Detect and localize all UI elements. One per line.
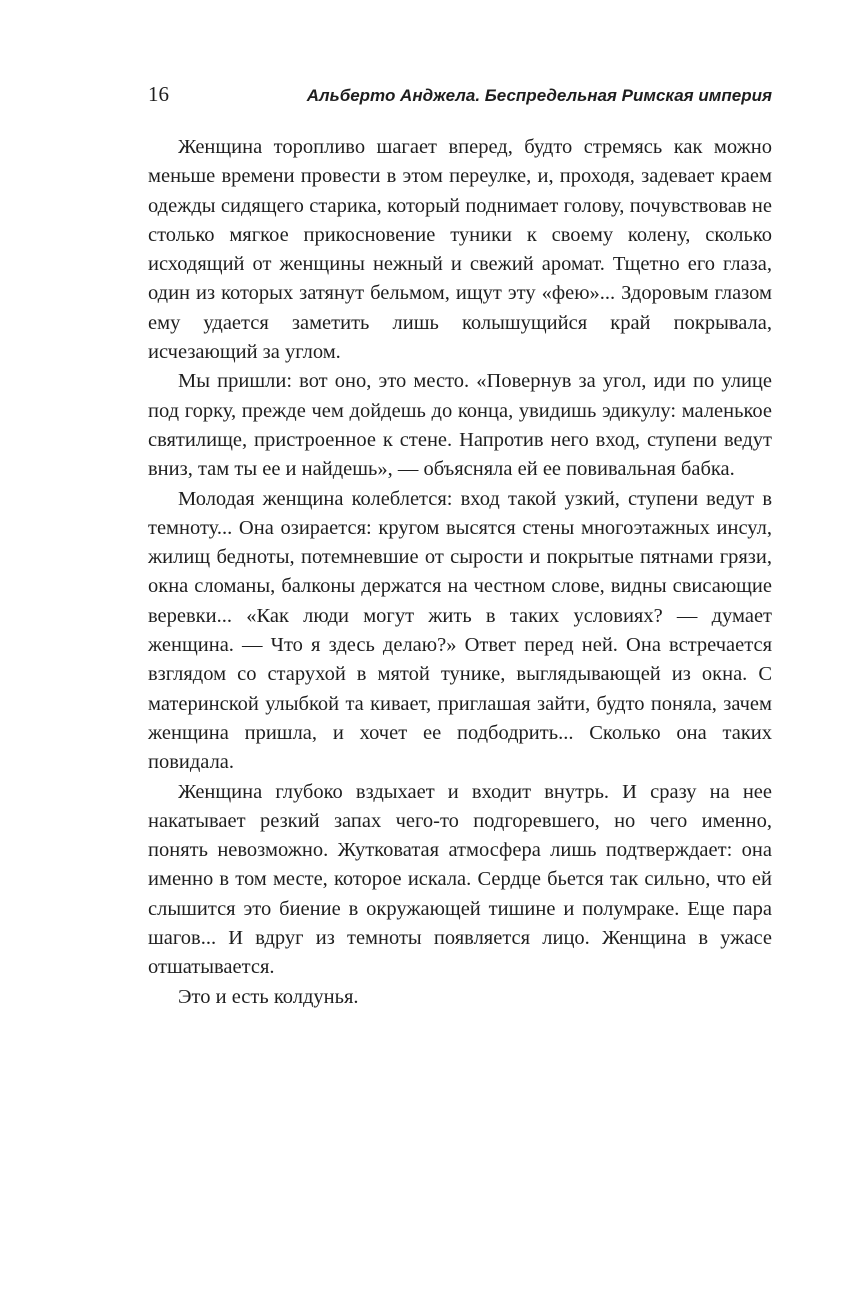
paragraph: Молодая женщина колеблется: вход такой узкий, ступени ведут в темноту... Она озирается: кругом высятся стены многоэтажных инсул, жилищ бедноты, потемневшие от сырости и покрытые пятнами грязи, окна сломаны, балконы держатся на честном слове, видны свисающие веревки... «Как люди могут жить в таких условиях? — думает женщина. — Что я здесь делаю?» Ответ перед ней. Она встречается взглядом со старухой в мятой тунике, выглядывающей из окна. С материнской улыбкой та кивает, приглашая зайти, будто поняла, зачем женщина пришла, и хочет ее подбодрить... Сколько она таких повидала. — [148, 487, 772, 774]
paragraph: Мы пришли: вот оно, это место. «Повернув за угол, иди по улице под горку, прежде чем дойдешь до конца, увидишь эдикулу: маленькое святилище, пристроенное к стене. Напротив него вход, ступени ведут вниз, там ты ее и найдешь», — объясняла ей ее повивальная бабка. — [148, 370, 772, 481]
paragraph: Женщина глубоко вздыхает и входит внутрь. И сразу на нее накатывает резкий запах чего-то подгоревшего, но чего именно, понять невозможно. Жутковатая атмосфера лишь подтверждает: она именно в том месте, которое искала. Сердце бьется так сильно, что ей слышится это биение в окружающей тишине и полумраке. Еще пара шагов... И вдруг из темноты появляется лицо. Женщина в ужасе отшатывается. — [148, 780, 772, 979]
paragraph: Женщина торопливо шагает вперед, будто стремясь как можно меньше времени провести в этом переулке, и, проходя, задевает краем одежды сидящего старика, который поднимает голову, почувствовав не столько мягкое прикосновение туники к своему колену, сколько исходящий от женщины нежный и свежий аромат. Тщетно его глаза, один из которых затянут бельмом, ищут эту «фею»... Здоровым глазом ему удается заметить лишь колышущийся край покрывала, исчезающий за углом. — [148, 136, 772, 364]
body-text — [148, 133, 772, 1012]
page-header — [148, 82, 772, 107]
paragraph: Это и есть колдунья. — [178, 985, 359, 1008]
running-head: Альберто Анджела. Беспредельная Римская империя — [306, 86, 772, 105]
page-number: 16 — [148, 82, 169, 106]
